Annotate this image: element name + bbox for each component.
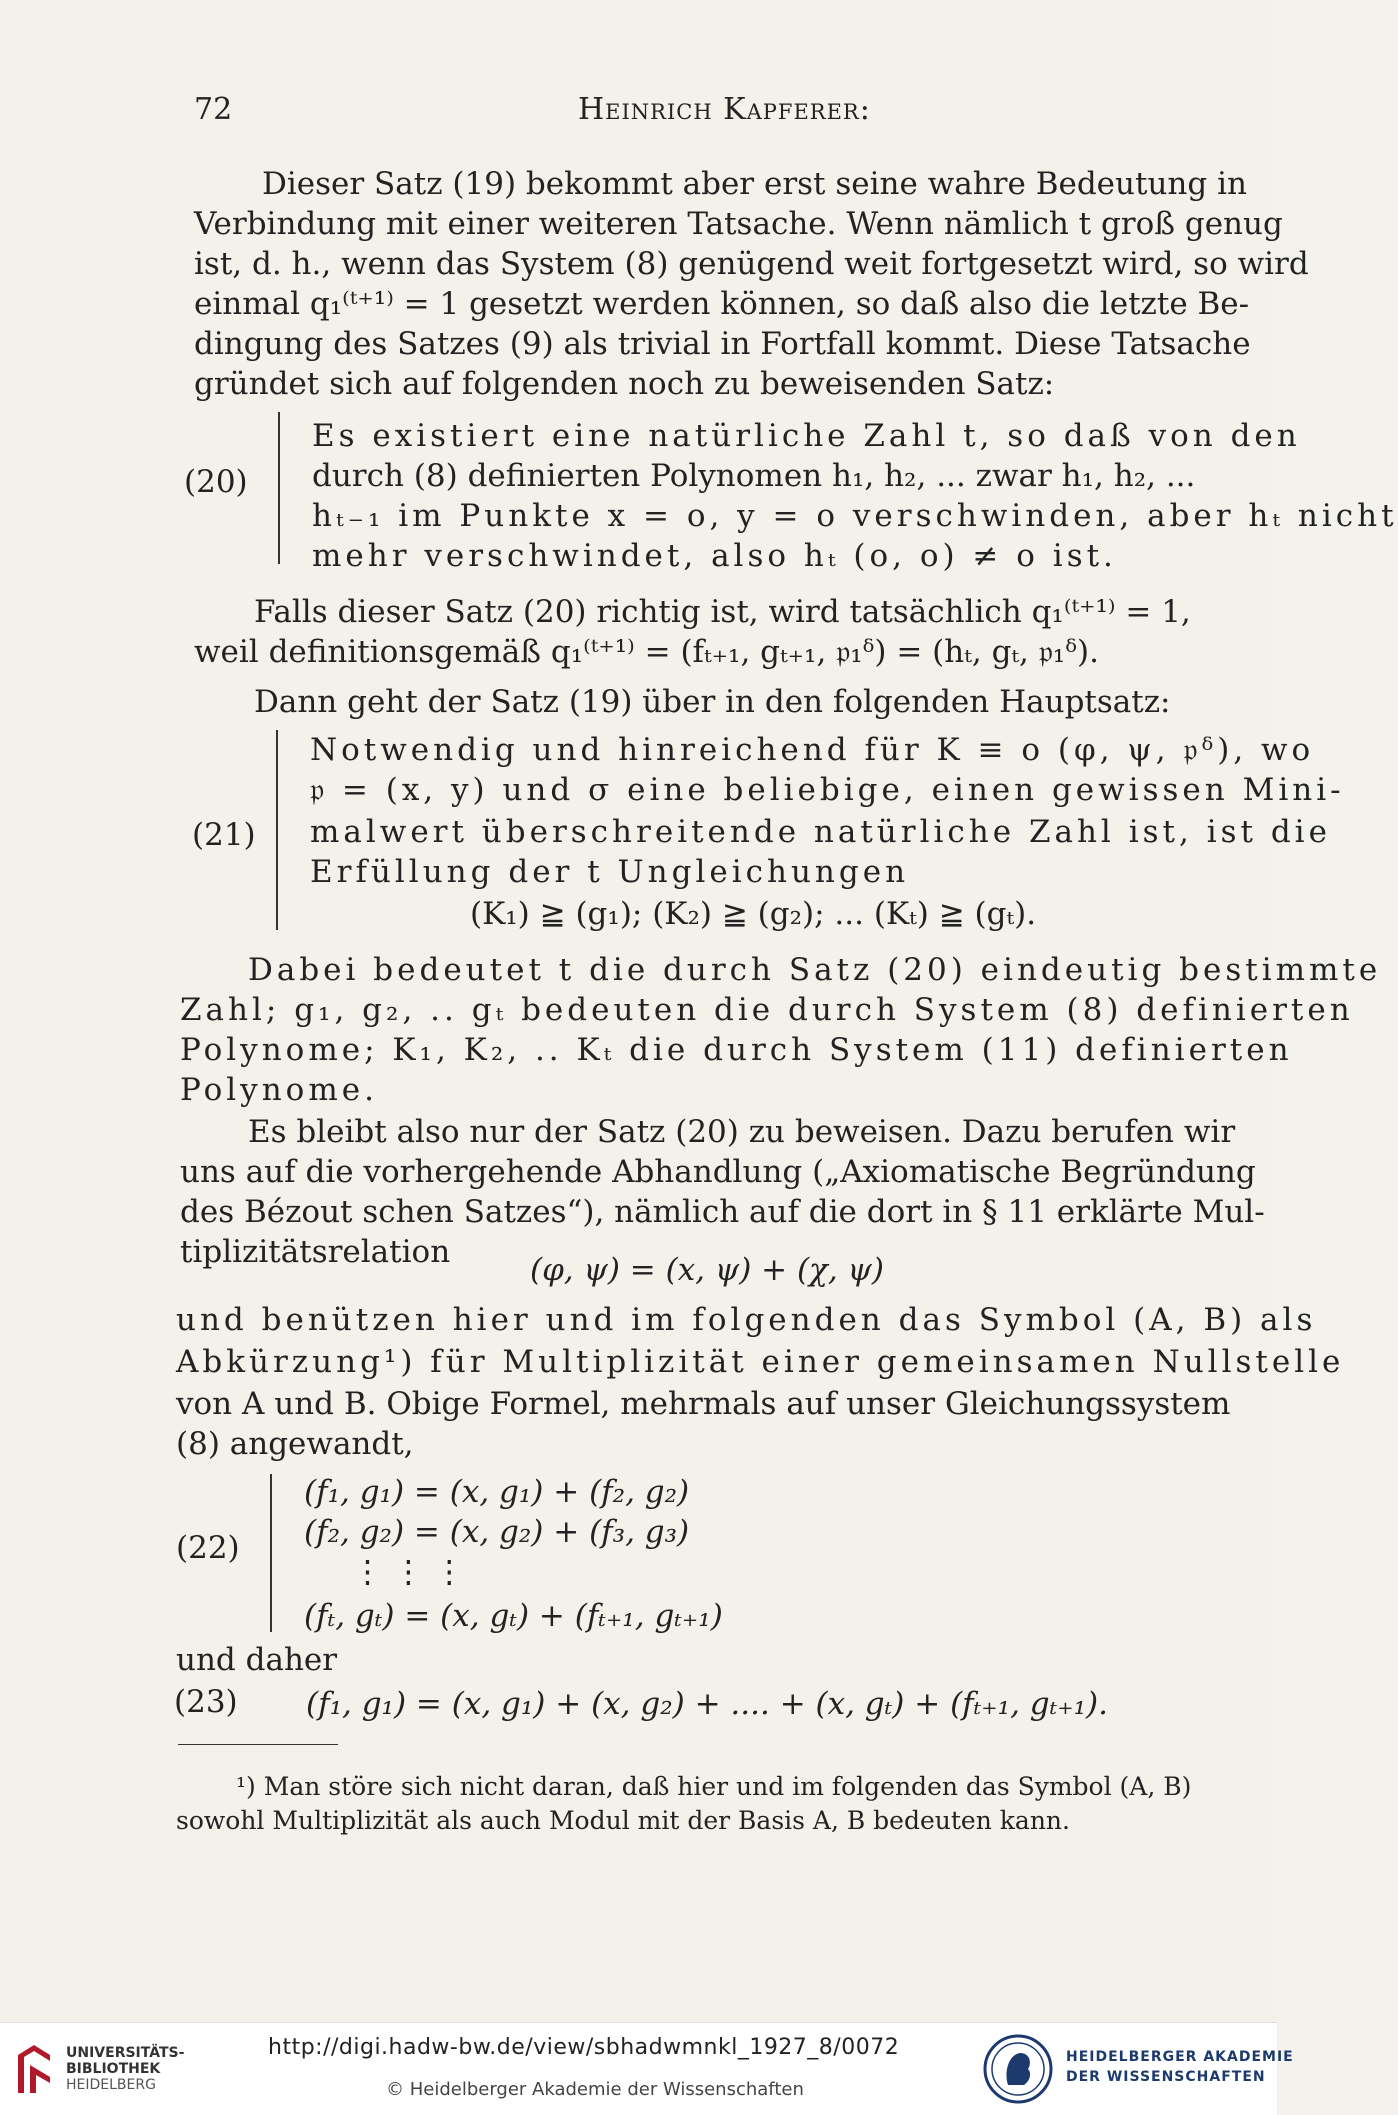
text-line: ist, d. h., wenn das System (8) genügend weit fortgesetzt wird, so wird (194, 246, 1309, 282)
formula: (f₂, g₂) = (x, g₂) + (f₃, g₃) (304, 1514, 690, 1550)
footnote-rule (178, 1744, 338, 1745)
text-line: Notwendig und hinreichend für K ≡ o (φ, ψ, 𝔭ᵟ), wo (310, 732, 1315, 768)
brace (278, 412, 280, 564)
text-line: dingung des Satzes (9) als trivial in Fortfall kommt. Diese Tatsache (194, 326, 1251, 362)
equation-label: (21) (192, 817, 256, 853)
text-line: Verbindung mit einer weiteren Tatsache. Wenn nämlich t groß genug (194, 206, 1283, 242)
text-line: Es bleibt also nur der Satz (20) zu beweisen. Dazu berufen wir (248, 1114, 1236, 1150)
text-line: Erfüllung der t Ungleichungen (310, 854, 910, 890)
equation-label: (23) (174, 1684, 238, 1720)
equation-label: (22) (176, 1530, 240, 1566)
copyright-text: © Heidelberger Akademie der Wissenschaften (386, 2079, 804, 2100)
permalink-url[interactable]: http://digi.hadw-bw.de/view/sbhadwmnkl_1927_8/0072 (268, 2035, 900, 2060)
formula: (f₁, g₁) = (x, g₁) + (f₂, g₂) (304, 1474, 690, 1510)
text-line: Dieser Satz (19) bekommt aber erst seine wahre Bedeutung in (262, 166, 1247, 202)
running-title: Heinrich Kapferer: (578, 92, 871, 127)
text-line: gründet sich auf folgenden noch zu beweisenden Satz: (194, 366, 1055, 402)
formula: ⋮ ⋮ ⋮ (352, 1554, 465, 1590)
text-line: uns auf die vorhergehende Abhandlung („Axiomatische Begründung (180, 1154, 1256, 1190)
academy-name-l2: DER WISSENSCHAFTEN (1066, 2069, 1266, 2085)
library-name-l2: BIBLIOTHEK (66, 2061, 161, 2077)
page-number: 72 (194, 92, 233, 127)
text-line: Es existiert eine natürliche Zahl t, so daß von den (312, 418, 1301, 454)
text-line: Polynome. (180, 1072, 378, 1108)
text-line: mehr verschwindet, also hₜ (o, o) ≠ o ist. (312, 538, 1117, 574)
viewer-footer (0, 2022, 1294, 2115)
text-line: Falls dieser Satz (20) richtig ist, wird tatsächlich q₁⁽ᵗ⁺¹⁾ = 1, (254, 594, 1191, 630)
text-line: Dann geht der Satz (19) über in den folgenden Hauptsatz: (254, 684, 1171, 720)
text-line: malwert überschreitende natürliche Zahl ist, ist die (310, 814, 1331, 850)
text-line: und benützen hier und im folgenden das Symbol (A, B) als (176, 1302, 1317, 1338)
text-line: 𝔭 = (x, y) und σ eine beliebige, einen gewissen Mini- (310, 772, 1345, 808)
formula: (f₁, g₁) = (x, g₁) + (x, g₂) + .... + (x, gₜ) + (fₜ₊₁, gₜ₊₁). (306, 1686, 1109, 1722)
text-line: (8) angewandt, (176, 1426, 414, 1462)
text-line: durch (8) definierten Polynomen h₁, h₂, ... zwar h₁, h₂, ... (312, 458, 1196, 494)
formula: (φ, ψ) = (x, ψ) + (χ, ψ) (530, 1252, 884, 1288)
text-line: weil definitionsgemäß q₁⁽ᵗ⁺¹⁾ = (fₜ₊₁, gₜ₊₁, 𝔭₁ᵟ) = (hₜ, gₜ, 𝔭₁ᵟ). (194, 634, 1099, 670)
brace (276, 730, 278, 930)
text-line: des Bézout schen Satzes“), nämlich auf die dort in § 11 erklärte Mul- (180, 1194, 1265, 1230)
text-line: einmal q₁⁽ᵗ⁺¹⁾ = 1 gesetzt werden können, so daß also die letzte Be- (194, 286, 1250, 322)
text-line: Polynome; K₁, K₂, .. Kₜ die durch System (11) definierten (180, 1032, 1293, 1068)
library-name-l1: UNIVERSITÄTS- (66, 2045, 185, 2061)
text-line: Dabei bedeutet t die durch Satz (20) eindeutig bestimmte (248, 952, 1382, 988)
brace (270, 1474, 272, 1632)
academy-seal-icon[interactable] (982, 2033, 1054, 2105)
text-line: von A und B. Obige Formel, mehrmals auf unser Gleichungssystem (176, 1386, 1231, 1422)
library-name-l3: HEIDELBERG (66, 2077, 156, 2093)
formula: (K₁) ≧ (g₁); (K₂) ≧ (g₂); ... (Kₜ) ≧ (gₜ). (470, 896, 1037, 932)
footnote-line: ¹) Man störe sich nicht daran, daß hier und im folgenden das Symbol (A, B) (236, 1772, 1192, 1801)
text-line: Abkürzung¹) für Multiplizität einer gemeinsamen Nullstelle (176, 1344, 1345, 1380)
text-line: hₜ₋₁ im Punkte x = o, y = o verschwinden, aber hₜ nicht (312, 498, 1398, 534)
equation-label: (20) (184, 464, 248, 500)
text-line: Zahl; g₁, g₂, .. gₜ bedeuten die durch System (8) definierten (180, 992, 1354, 1028)
text-line: tiplizitätsrelation (180, 1234, 451, 1270)
formula: (fₜ, gₜ) = (x, gₜ) + (fₜ₊₁, gₜ₊₁) (304, 1598, 723, 1634)
academy-name-l1: HEIDELBERGER AKADEMIE (1066, 2049, 1294, 2065)
footnote-line: sowohl Multiplizität als auch Modul mit der Basis A, B bedeuten kann. (176, 1806, 1070, 1835)
university-library-logo-icon[interactable] (14, 2041, 54, 2097)
text-line: und daher (176, 1642, 338, 1678)
